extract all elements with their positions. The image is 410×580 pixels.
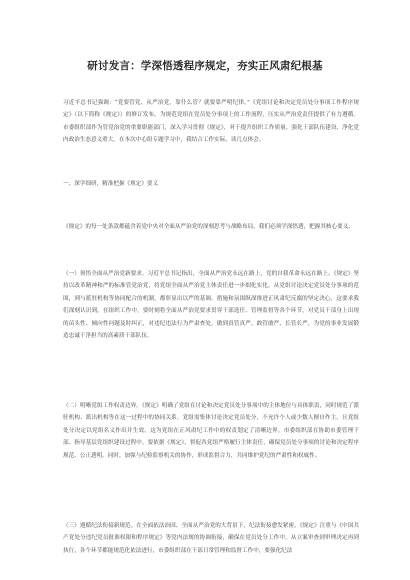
section-intro-paragraph: 《规定》的每一处条款都蕴含着党中央对全面从严治党的深刻思考与战略布局，我们必须学深悟透，把握其核心要义。: [63, 224, 354, 230]
document-title: 研讨发言：学深悟透程序规定，夯实正风肃纪根基: [87, 60, 323, 72]
intro-paragraph: 习近平总书记强调：“党要管党、从严治党，靠什么管？就要靠严明纪律。”《党组讨论和决定党员处分事项工作程序规定》（以下简称《规定》）的修订发布，为规范党组在党员处分事项上的工作流程，压实从严治党责任提供了有力遵循。市委组织部作为管党治党的重要职能部门，深入学习贯彻《规定》，对于提升组织工作质量、强化干部队伍建设、净化党内政治生态意义重大。在本次中心组专题学习中，我结合工作实际，谈几点体会。: [63, 100, 359, 144]
section-heading: 一、深学细研，精准把握《规定》要义: [63, 181, 159, 187]
point-two-paragraph: （二）明晰党组工作权责边界。《规定》明确了党组在讨论和决定党员处分事项中的主体地位与具体职责，同时规范了派驻机构、派出机构等在这一过程中的协同关系。党组需集体讨论决定党员处分，不允许个人或少数人擅自作主，且党组处分决定以党组名义作出并生效。这为党组在正风肃纪工作中的权责划定了清晰边界。市委组织部在协助市委管理干部、指导基层党组织建设过程中，要依据《规定》，督促各党组严格履行主体责任，确保党员处分事项的讨论和决定程序规范、公正透明。同时，加强与纪检监察机关的协作，形成监督合力，共同维护党纪的严肃性和权威性。: [63, 403, 359, 459]
point-one-paragraph: （一）领悟全面从严治党新要求。习近平总书记指出，全面从严治党永远在路上，党的自我革命永远在路上。《规定》坚持以改革精神和严的标准管党治党，将党组全面从严治党主体责任进一步细化实化。从党组讨论决定党员处分事项的范围，到与派驻机构等协同配合的机制，都彰显出以严的基调、措施和氛围纵深推进正风肃纪反腐的坚定决心，这要求我们深刻认识到，在组织工作中，要时刻将全面从严治党要求贯穿干部选任、管理监督等各个环节，对党员干部身上出现的苗头性、倾向性问题及时纠正，对违纪违法行为严肃查处，做到真管真严、敢管敢严、长管长严，为党的事业发展锻造忠诚干净担当的高素质干部队伍。: [63, 271, 359, 340]
point-three-paragraph: （三）遵循纪法衔接新规范。在全面依法治国、全面从严治党的大背景下，纪法衔接愈发紧密。《规定》注重与《中国共产党处分违纪党员批准权限和程序规定》等党内法规的协调衔接，确保在党员处分工作中，从立案审查到审理决定再到执行，各个环节都能规范化依法进行，市委组织部在干部日常管理和监督工作中，要强化纪法: [63, 523, 359, 554]
